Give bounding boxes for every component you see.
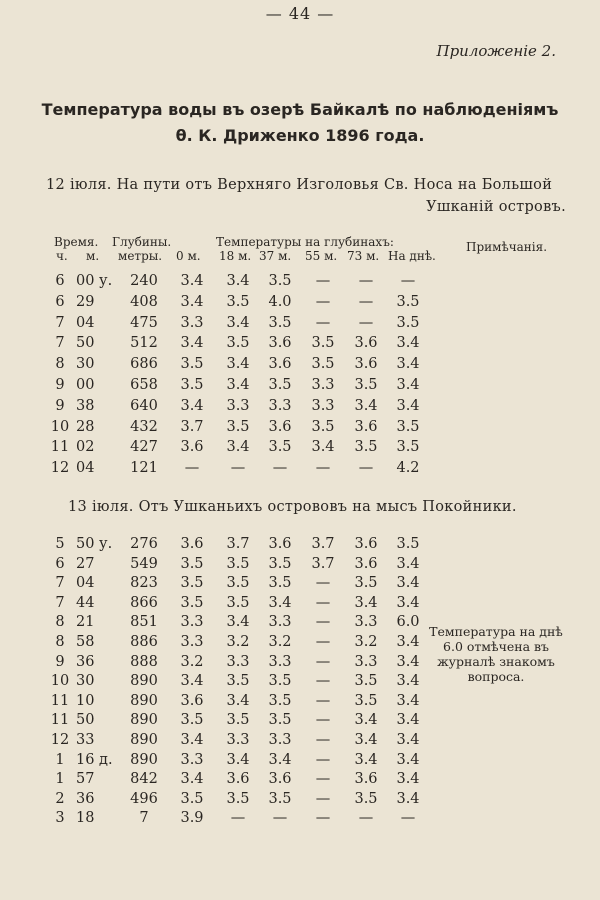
cell-temp-0m: 3.4 <box>180 335 204 352</box>
cell-minute: 27 <box>76 555 95 572</box>
cell-temp-0m: 3.6 <box>180 439 204 456</box>
cell-hour: 5 <box>55 536 65 552</box>
cell-temp-37m: 3.4 <box>268 594 292 611</box>
document-title <box>0 97 600 149</box>
cell-hour: 9 <box>55 397 65 414</box>
cell-depth: 823 <box>130 575 158 592</box>
cell-temp-55m: — <box>315 790 331 807</box>
cell-temp-18m: 3.4 <box>226 439 250 456</box>
cell-temp-37m: 3.5 <box>268 439 292 456</box>
cell-hour: 12 <box>50 460 70 477</box>
cell-temp-bottom: — <box>400 273 416 289</box>
cell-temp-37m: 3.5 <box>268 673 292 690</box>
cell-temp-18m: 3.4 <box>226 614 250 631</box>
cell-temp-bottom: 3.4 <box>396 751 420 768</box>
cell-depth: 890 <box>130 751 158 768</box>
cell-depth: 7 <box>139 810 149 827</box>
cell-temp-55m: 3.7 <box>311 555 335 572</box>
cell-depth: 240 <box>130 273 158 289</box>
cell-depth: 686 <box>130 356 158 373</box>
cell-temp-0m: 3.4 <box>180 771 204 788</box>
column-header-55m: 55 м. <box>305 249 338 263</box>
cell-hour: 7 <box>55 575 65 592</box>
cell-temp-73m: — <box>358 293 374 310</box>
cell-temp-55m: — <box>315 460 331 477</box>
cell-depth: 427 <box>130 439 158 456</box>
cell-temp-18m: 3.5 <box>226 293 250 310</box>
cell-hour: 8 <box>55 614 65 631</box>
cell-depth: 276 <box>130 536 158 552</box>
cell-temp-37m: 3.3 <box>268 397 292 414</box>
cell-temp-73m: 3.4 <box>354 594 378 611</box>
cell-temp-0m: 3.3 <box>180 751 204 768</box>
cell-temp-bottom: 3.4 <box>396 732 420 748</box>
cell-temp-73m: 3.2 <box>354 634 378 650</box>
cell-temp-bottom: 3.4 <box>396 634 420 650</box>
cell-hour: 6 <box>55 273 65 289</box>
cell-temp-73m: 3.4 <box>354 751 378 768</box>
cell-temp-bottom: 3.4 <box>396 771 420 788</box>
cell-temp-73m: 3.5 <box>354 692 378 709</box>
cell-temp-18m: 3.4 <box>226 356 250 373</box>
cell-temp-18m: 3.5 <box>226 335 250 352</box>
section1-heading-line-1: 12 iюля. На пути отъ Верхняго Изголовья Св. Носа на Большой <box>46 177 553 193</box>
cell-temp-bottom: 4.2 <box>396 460 420 477</box>
cell-temp-73m: 3.3 <box>354 614 378 631</box>
cell-depth: 408 <box>130 293 158 310</box>
cell-temp-37m: 3.3 <box>268 732 292 748</box>
cell-temp-55m: 3.5 <box>311 356 335 373</box>
cell-temp-73m: 3.4 <box>354 732 378 748</box>
cell-temp-73m: 3.6 <box>354 356 378 373</box>
cell-minute: 36 <box>76 653 95 670</box>
cell-temp-0m: 3.5 <box>180 555 204 572</box>
cell-temp-0m: 3.5 <box>180 575 204 592</box>
cell-temp-18m: 3.3 <box>226 732 250 748</box>
cell-temp-18m: 3.5 <box>226 790 250 807</box>
cell-temp-bottom: 3.5 <box>396 418 420 435</box>
cell-minute: 00 <box>76 377 95 393</box>
cell-temp-18m: 3.5 <box>226 594 250 611</box>
cell-temp-0m: 3.5 <box>180 356 204 373</box>
cell-temp-bottom: 3.4 <box>396 692 420 709</box>
cell-temp-37m: 3.6 <box>268 536 292 552</box>
cell-hour: 10 <box>50 673 70 690</box>
cell-temp-bottom: 3.5 <box>396 293 420 310</box>
cell-hour: 3 <box>55 810 65 827</box>
cell-temp-0m: 3.4 <box>180 673 204 690</box>
cell-temp-55m: — <box>315 594 331 611</box>
title-line-2: θ. К. Дриженко 1896 года. <box>175 126 425 145</box>
cell-temp-37m: 3.2 <box>268 634 292 650</box>
cell-depth: 496 <box>130 790 158 807</box>
cell-temp-0m: 3.3 <box>180 614 204 631</box>
cell-minute: 50 <box>76 335 95 352</box>
cell-hour: 2 <box>55 790 65 807</box>
cell-minute: 16 д. <box>76 751 113 768</box>
cell-temp-73m: 3.6 <box>354 418 378 435</box>
cell-temp-0m: 3.4 <box>180 397 204 414</box>
cell-minute: 04 <box>76 575 95 592</box>
cell-temp-73m: 3.5 <box>354 673 378 690</box>
cell-temp-bottom: 3.4 <box>396 653 420 670</box>
appendix-label: Приложенiе 2. <box>436 42 556 60</box>
cell-minute: 50 <box>76 712 95 729</box>
cell-depth: 851 <box>130 614 158 631</box>
column-header-18m: 18 м. <box>219 249 252 263</box>
cell-temp-18m: 3.5 <box>226 673 250 690</box>
cell-temp-bottom: 3.4 <box>396 555 420 572</box>
cell-temp-18m: 3.3 <box>226 397 250 414</box>
cell-temp-0m: 3.3 <box>180 314 204 331</box>
cell-temp-73m: 3.5 <box>354 377 378 393</box>
column-header-minutes: м. <box>86 249 100 263</box>
cell-temp-18m: 3.4 <box>226 314 250 331</box>
column-header-time: Время. <box>54 235 99 249</box>
cell-temp-55m: 3.3 <box>311 397 335 414</box>
cell-temp-bottom: 3.4 <box>396 575 420 592</box>
cell-temp-73m: — <box>358 810 374 827</box>
cell-temp-37m: 3.5 <box>268 273 292 289</box>
cell-temp-0m: 3.4 <box>180 732 204 748</box>
cell-temp-18m: 3.4 <box>226 377 250 393</box>
cell-temp-55m: — <box>315 293 331 310</box>
cell-temp-55m: 3.3 <box>311 377 335 393</box>
cell-temp-73m: 3.5 <box>354 439 378 456</box>
cell-minute: 21 <box>76 614 95 631</box>
cell-temp-bottom: 3.4 <box>396 397 420 414</box>
cell-temp-73m: 3.4 <box>354 397 378 414</box>
cell-temp-55m: 3.5 <box>311 418 335 435</box>
cell-hour: 1 <box>55 751 65 768</box>
cell-temp-0m: 3.4 <box>180 293 204 310</box>
cell-temp-bottom: 3.4 <box>396 712 420 729</box>
cell-temp-37m: 3.3 <box>268 614 292 631</box>
cell-depth: 549 <box>130 555 158 572</box>
cell-temp-37m: 3.6 <box>268 418 292 435</box>
cell-temp-0m: 3.5 <box>180 377 204 393</box>
cell-temp-37m: 3.5 <box>268 790 292 807</box>
cell-depth: 890 <box>130 712 158 729</box>
cell-temp-bottom: 3.4 <box>396 335 420 352</box>
cell-temp-55m: — <box>315 673 331 690</box>
cell-temp-55m: — <box>315 653 331 670</box>
cell-minute: 29 <box>76 293 95 310</box>
cell-temp-73m: 3.6 <box>354 771 378 788</box>
column-header-hours: ч. <box>56 249 68 263</box>
cell-hour: 1 <box>55 771 65 788</box>
cell-temp-73m: — <box>358 273 374 289</box>
cell-temp-bottom: — <box>400 810 416 827</box>
cell-minute: 18 <box>76 810 95 827</box>
cell-temp-0m: 3.6 <box>180 692 204 709</box>
cell-temp-18m: 3.5 <box>226 418 250 435</box>
section1-heading <box>46 174 566 218</box>
cell-hour: 8 <box>55 634 65 650</box>
cell-depth: 640 <box>130 397 158 414</box>
section2-heading: 13 iюля. Отъ Ушканьихъ острововъ на мысъ Покойники. <box>68 499 517 515</box>
cell-hour: 11 <box>50 439 70 456</box>
cell-hour: 8 <box>55 356 65 373</box>
cell-minute: 10 <box>76 692 95 709</box>
cell-temp-bottom: 6.0 <box>396 614 420 631</box>
page-number: — 44 — <box>265 4 335 23</box>
cell-temp-37m: 3.6 <box>268 356 292 373</box>
cell-hour: 7 <box>55 594 65 611</box>
cell-depth: 890 <box>130 692 158 709</box>
cell-minute: 36 <box>76 790 95 807</box>
cell-temp-37m: 3.5 <box>268 692 292 709</box>
cell-temp-37m: 3.6 <box>268 771 292 788</box>
column-header-0m: 0 м. <box>176 249 201 263</box>
cell-temp-37m: 3.4 <box>268 751 292 768</box>
cell-depth: 886 <box>130 634 158 650</box>
cell-minute: 04 <box>76 314 95 331</box>
cell-temp-55m: — <box>315 732 331 748</box>
cell-temp-0m: 3.3 <box>180 634 204 650</box>
cell-temp-55m: — <box>315 771 331 788</box>
cell-hour: 9 <box>55 653 65 670</box>
cell-hour: 6 <box>55 293 65 310</box>
cell-temp-18m: 3.4 <box>226 751 250 768</box>
cell-temp-55m: — <box>315 712 331 729</box>
cell-minute: 38 <box>76 397 95 414</box>
cell-temp-73m: 3.5 <box>354 575 378 592</box>
column-header-73m: 73 м. <box>347 249 380 263</box>
cell-temp-55m: — <box>315 314 331 331</box>
cell-temp-18m: 3.6 <box>226 771 250 788</box>
cell-depth: 121 <box>130 460 158 477</box>
cell-temp-55m: 3.5 <box>311 335 335 352</box>
cell-temp-bottom: 3.4 <box>396 594 420 611</box>
cell-temp-55m: 3.7 <box>311 536 335 552</box>
cell-temp-18m: 3.5 <box>226 575 250 592</box>
cell-temp-37m: 3.5 <box>268 555 292 572</box>
cell-temp-55m: 3.4 <box>311 439 335 456</box>
cell-temp-bottom: 3.4 <box>396 790 420 807</box>
cell-depth: 842 <box>130 771 158 788</box>
cell-temp-bottom: 3.4 <box>396 356 420 373</box>
cell-depth: 512 <box>130 335 158 352</box>
cell-temp-0m: 3.5 <box>180 594 204 611</box>
cell-temp-73m: 3.6 <box>354 536 378 552</box>
cell-temp-73m: — <box>358 314 374 331</box>
column-header-37m: 37 м. <box>259 249 292 263</box>
cell-temp-37m: 3.3 <box>268 653 292 670</box>
cell-temp-0m: — <box>184 460 200 477</box>
cell-hour: 7 <box>55 314 65 331</box>
cell-temp-37m: — <box>272 810 288 827</box>
cell-temp-18m: — <box>230 810 246 827</box>
cell-hour: 11 <box>50 692 70 709</box>
cell-temp-37m: 3.5 <box>268 575 292 592</box>
cell-temp-18m: — <box>230 460 246 477</box>
cell-minute: 58 <box>76 634 95 650</box>
cell-temp-55m: — <box>315 273 331 289</box>
cell-temp-55m: — <box>315 692 331 709</box>
cell-temp-55m: — <box>315 751 331 768</box>
column-header-bottom: На днѣ. <box>388 249 436 263</box>
cell-temp-bottom: 3.5 <box>396 439 420 456</box>
cell-minute: 28 <box>76 418 95 435</box>
cell-depth: 866 <box>130 594 158 611</box>
cell-depth: 888 <box>130 653 158 670</box>
cell-minute: 33 <box>76 732 95 748</box>
cell-temp-55m: — <box>315 614 331 631</box>
cell-temp-18m: 3.4 <box>226 273 250 289</box>
cell-temp-55m: — <box>315 575 331 592</box>
cell-temp-73m: 3.4 <box>354 712 378 729</box>
cell-temp-0m: 3.4 <box>180 273 204 289</box>
cell-depth: 432 <box>130 418 158 435</box>
cell-temp-37m: 3.6 <box>268 335 292 352</box>
column-header-depth-unit: метры. <box>118 249 163 263</box>
cell-minute: 50 у. <box>76 536 113 552</box>
cell-temp-73m: 3.6 <box>354 335 378 352</box>
cell-minute: 30 <box>76 356 95 373</box>
cell-temp-73m: 3.3 <box>354 653 378 670</box>
cell-hour: 9 <box>55 377 65 393</box>
cell-temp-18m: 3.5 <box>226 555 250 572</box>
cell-temp-73m: 3.6 <box>354 555 378 572</box>
cell-temp-18m: 3.7 <box>226 536 250 552</box>
title-line-1: Температура воды въ озерѣ Байкалѣ по наблюденiямъ <box>41 100 559 119</box>
cell-minute: 44 <box>76 594 95 611</box>
cell-temp-0m: 3.5 <box>180 790 204 807</box>
column-header-temperatures: Температуры на глубинахъ: <box>216 235 394 249</box>
cell-temp-bottom: 3.5 <box>396 314 420 331</box>
cell-temp-37m: 4.0 <box>268 293 292 310</box>
column-header-notes: Примѣчанiя. <box>466 240 548 254</box>
cell-temp-37m: 3.5 <box>268 712 292 729</box>
cell-minute: 57 <box>76 771 95 788</box>
cell-minute: 30 <box>76 673 95 690</box>
cell-hour: 10 <box>50 418 70 435</box>
cell-hour: 7 <box>55 335 65 352</box>
cell-depth: 475 <box>130 314 158 331</box>
cell-temp-18m: 3.2 <box>226 634 250 650</box>
cell-minute: 02 <box>76 439 95 456</box>
cell-temp-0m: 3.9 <box>180 810 204 827</box>
cell-hour: 6 <box>55 555 65 572</box>
cell-hour: 12 <box>50 732 70 748</box>
cell-temp-18m: 3.4 <box>226 692 250 709</box>
cell-temp-0m: 3.2 <box>180 653 204 670</box>
column-header-depth: Глубины. <box>112 235 172 249</box>
cell-temp-37m: — <box>272 460 288 477</box>
cell-depth: 658 <box>130 377 158 393</box>
cell-temp-73m: — <box>358 460 374 477</box>
cell-temp-37m: 3.5 <box>268 314 292 331</box>
cell-temp-0m: 3.7 <box>180 418 204 435</box>
cell-temp-bottom: 3.4 <box>396 673 420 690</box>
cell-temp-18m: 3.5 <box>226 712 250 729</box>
cell-temp-0m: 3.5 <box>180 712 204 729</box>
bottom-temperature-note: Температура на днѣ 6.0 отмѣчена въ журналѣ знакомъ вопроса. <box>429 624 563 684</box>
cell-depth: 890 <box>130 732 158 748</box>
cell-temp-73m: 3.5 <box>354 790 378 807</box>
cell-temp-0m: 3.6 <box>180 536 204 552</box>
cell-temp-55m: — <box>315 810 331 827</box>
cell-hour: 11 <box>50 712 70 729</box>
cell-depth: 890 <box>130 673 158 690</box>
cell-minute: 00 у. <box>76 273 113 289</box>
cell-temp-55m: — <box>315 634 331 650</box>
cell-minute: 04 <box>76 460 95 477</box>
cell-temp-18m: 3.3 <box>226 653 250 670</box>
section1-heading-line-2: Ушканiй островъ. <box>426 199 566 215</box>
cell-temp-bottom: 3.5 <box>396 536 420 552</box>
cell-temp-37m: 3.5 <box>268 377 292 393</box>
cell-temp-bottom: 3.4 <box>396 377 420 393</box>
